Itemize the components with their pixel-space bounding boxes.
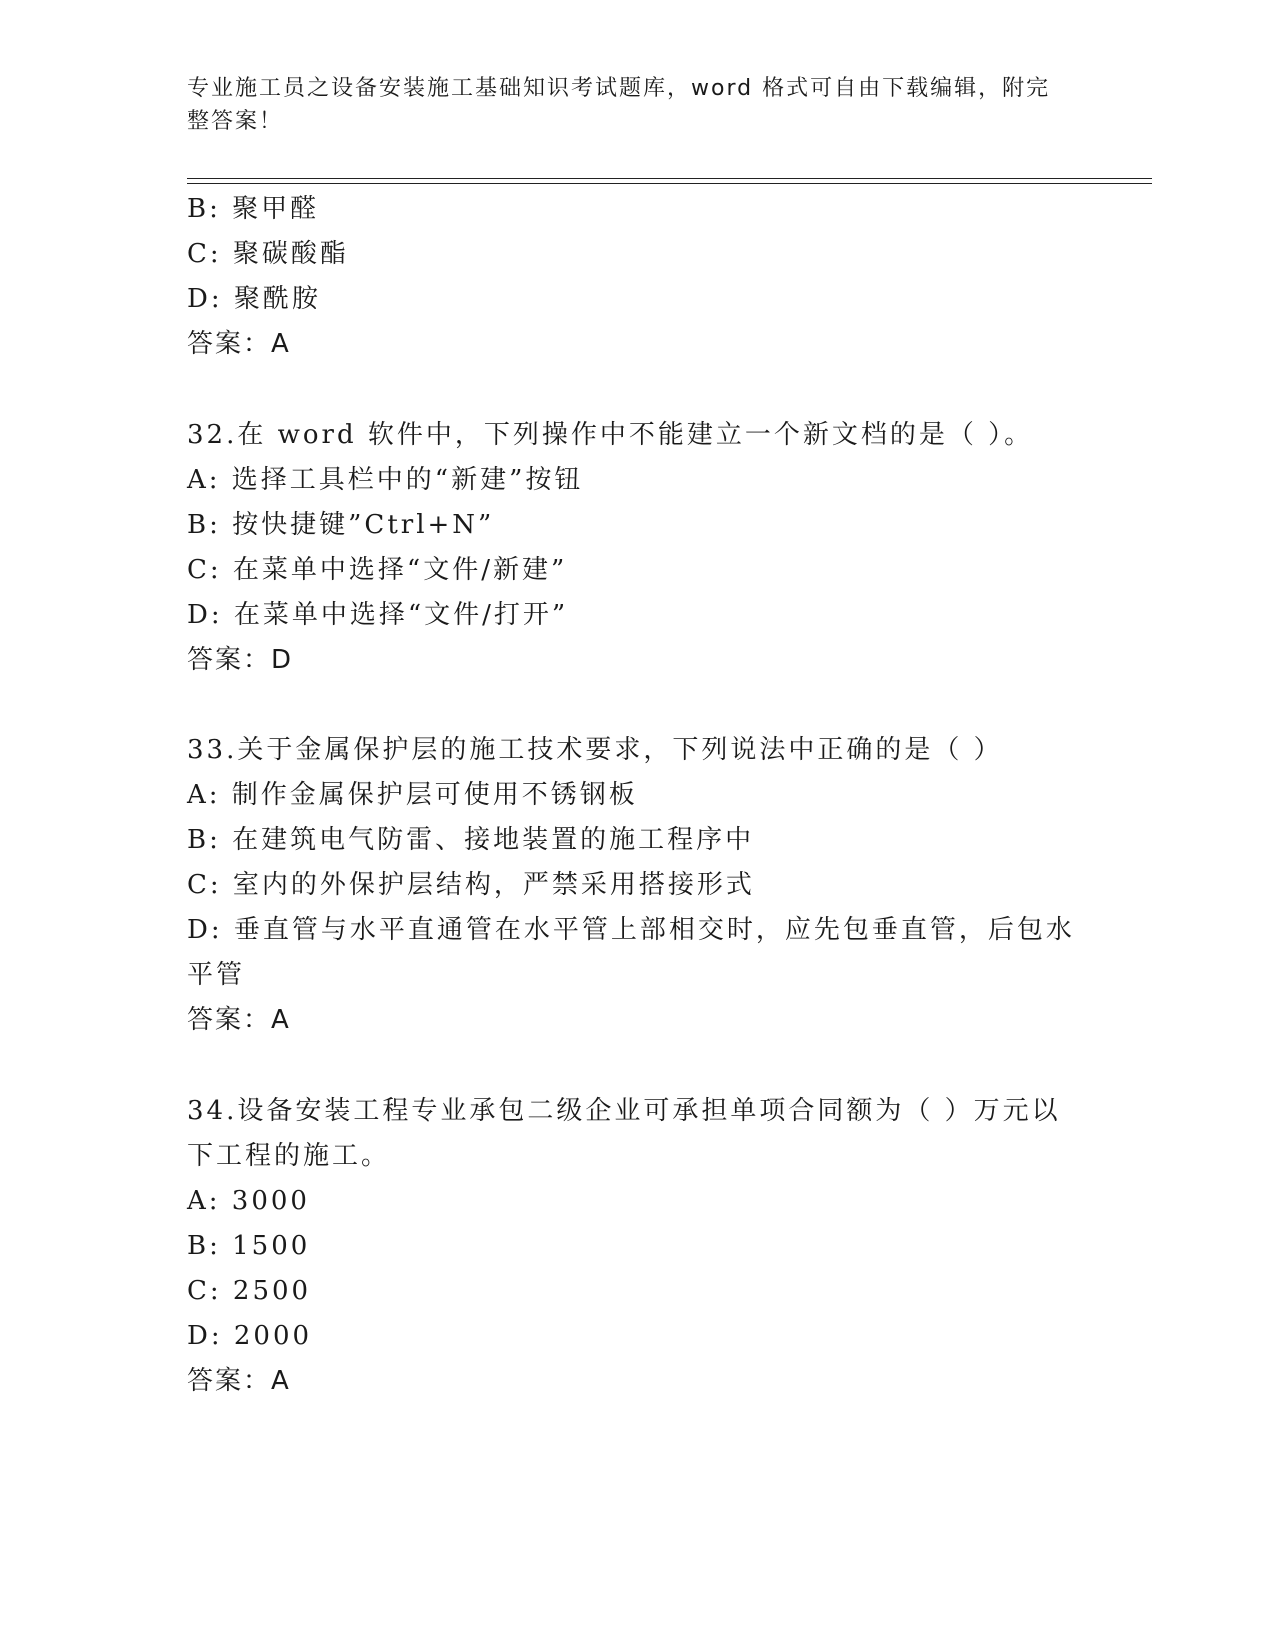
q33-option-c: C: 室内的外保护层结构，严禁采用搭接形式 xyxy=(187,870,755,900)
q32-option-b: B: 按快捷键”Ctrl+N” xyxy=(187,510,495,540)
header-rule-top xyxy=(187,178,1152,179)
q34-option-c: C: 2500 xyxy=(187,1276,312,1306)
q34-stem-continued: 下工程的施工。 xyxy=(187,1141,391,1171)
q34-option-a: A: 3000 xyxy=(187,1186,310,1216)
q33-option-a: A: 制作金属保护层可使用不锈钢板 xyxy=(187,780,638,810)
q34-option-d: D: 2000 xyxy=(187,1321,313,1351)
document-header: 专业施工员之设备安装施工基础知识考试题库，word 格式可自由下载编辑，附完整答案！ xyxy=(187,76,1051,134)
q31-option-b: B: 聚甲醛 xyxy=(187,194,320,224)
q32-option-c: C: 在菜单中选择“文件/新建” xyxy=(187,555,568,585)
q32-option-a: A: 选择工具栏中的“新建”按钮 xyxy=(187,465,584,495)
q32-answer: 答案：D xyxy=(187,645,294,675)
q33-answer: 答案：A xyxy=(187,1005,291,1035)
q34-answer: 答案：A xyxy=(187,1366,291,1396)
q34-option-b: B: 1500 xyxy=(187,1231,311,1261)
q31-option-d: D: 聚酰胺 xyxy=(187,284,321,314)
header-rule-bottom xyxy=(187,183,1152,184)
q33-option-d-continued: 平管 xyxy=(187,960,246,990)
q32-stem: 32.在 word 软件中，下列操作中不能建立一个新文档的是（ ）。 xyxy=(187,420,1034,450)
q32-option-d: D: 在菜单中选择“文件/打开” xyxy=(187,600,569,630)
q31-answer: 答案：A xyxy=(187,329,291,359)
q33-stem: 33.关于金属保护层的施工技术要求，下列说法中正确的是（ ） xyxy=(187,735,1003,765)
q33-option-b: B: 在建筑电气防雷、接地装置的施工程序中 xyxy=(187,825,755,855)
q34-stem: 34.设备安装工程专业承包二级企业可承担单项合同额为（ ）万元以 xyxy=(187,1096,1061,1126)
q33-option-d: D: 垂直管与水平直通管在水平管上部相交时，应先包垂直管，后包水 xyxy=(187,915,1075,945)
q31-option-c: C: 聚碳酸酯 xyxy=(187,239,349,269)
